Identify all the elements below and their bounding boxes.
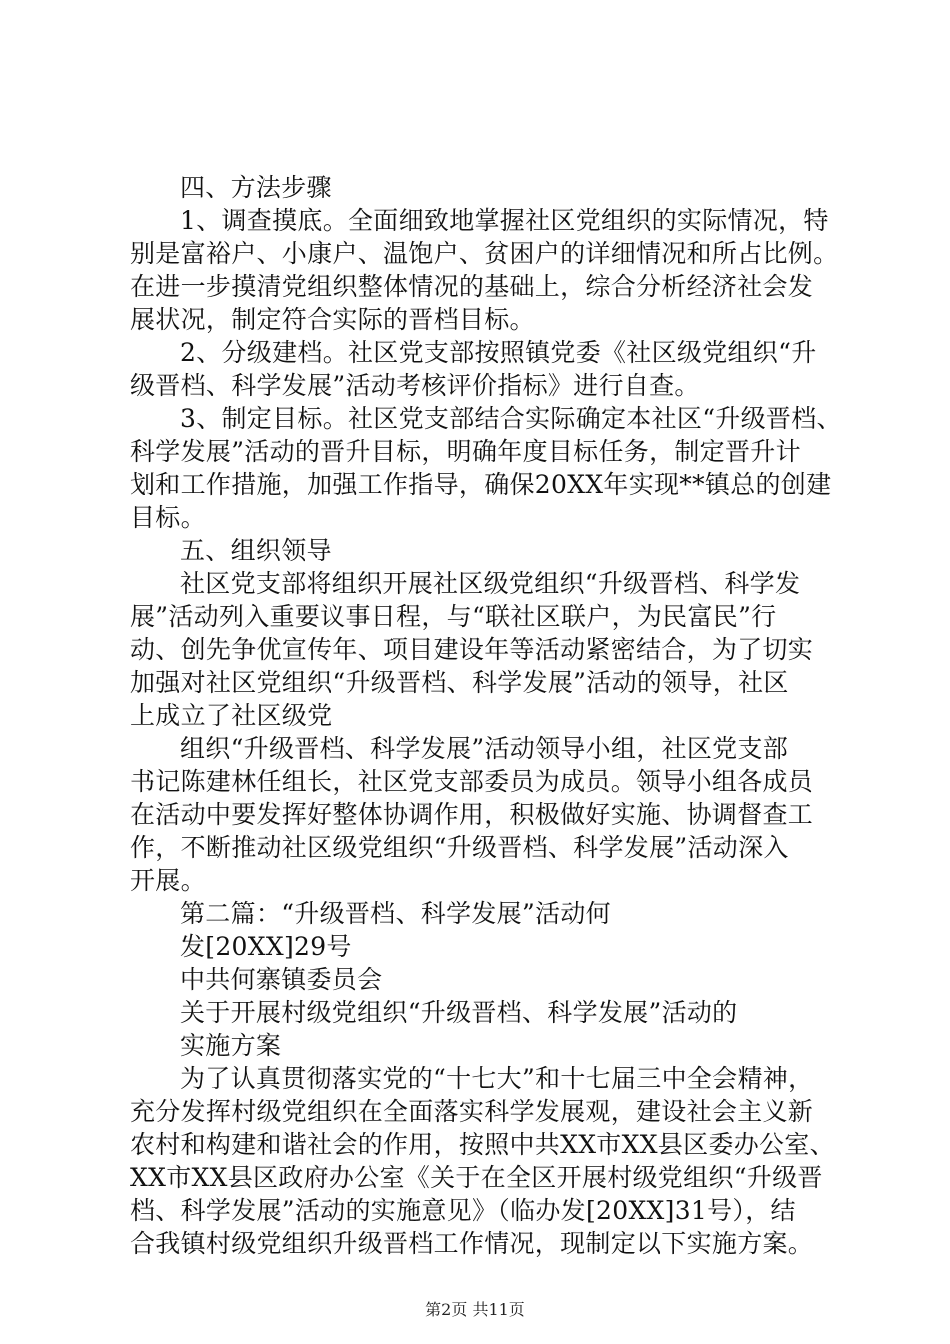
text-line: 中共何寨镇委员会 xyxy=(180,965,383,994)
text-line: 展状况，制定符合实际的晋档目标。 xyxy=(130,305,535,334)
text-line: 书记陈建林任组长，社区党支部委员为成员。领导小组各成员 xyxy=(130,767,814,796)
text-line: 上成立了社区级党 xyxy=(130,701,333,730)
text-line: 档、科学发展”活动的实施意见》（临办发[20XX]31号），结 xyxy=(130,1196,796,1225)
text-line: 目标。 xyxy=(130,503,206,532)
text-line: 展”活动列入重要议事日程，与“联社区联户，为民富民”行 xyxy=(130,602,777,631)
text-line: 农村和构建和谐社会的作用，按照中共XX市XX县区委办公室、 xyxy=(130,1130,835,1159)
text-line: 1、调查摸底。全面细致地掌握社区党组织的实际情况，特 xyxy=(180,206,829,235)
text-line: 在活动中要发挥好整体协调作用，积极做好实施、协调督查工 xyxy=(130,800,814,829)
text-line: 级晋档、科学发展”活动考核评价指标》进行自查。 xyxy=(130,371,700,400)
page-footer: 第2页 共11页 xyxy=(425,1300,525,1319)
text-line: 为了认真贯彻落实党的“十七大”和十七届三中全会精神， xyxy=(180,1064,814,1093)
text-line: 四、方法步骤 xyxy=(180,173,332,202)
text-line: 科学发展”活动的晋升目标，明确年度目标任务，制定晋升计 xyxy=(130,437,801,466)
text-line: 3、制定目标。社区党支部结合实际确定本社区“升级晋档、 xyxy=(180,404,842,433)
text-line: 别是富裕户、小康户、温饱户、贫困户的详细情况和所占比例。 xyxy=(130,239,839,268)
text-line: 发[20XX]29号 xyxy=(180,932,352,961)
text-line: 组织“升级晋档、科学发展”活动领导小组，社区党支部 xyxy=(180,734,789,763)
text-line: 动、创先争优宣传年、项目建设年等活动紧密结合，为了切实 xyxy=(130,635,814,664)
text-line: 2、分级建档。社区党支部按照镇党委《社区级党组织“升 xyxy=(180,338,817,367)
text-line: 五、组织领导 xyxy=(180,536,332,565)
text-line: 充分发挥村级党组织在全面落实科学发展观，建设社会主义新 xyxy=(130,1097,814,1126)
text-line: XX市XX县区政府办公室《关于在全区开展村级党组织“升级晋 xyxy=(130,1163,823,1192)
text-line: 实施方案 xyxy=(180,1031,282,1060)
text-line: 在进一步摸清党组织整体情况的基础上，综合分析经济社会发 xyxy=(130,272,814,301)
text-line: 第二篇：“升级晋档、科学发展”活动何 xyxy=(180,899,611,928)
text-line: 社区党支部将组织开展社区级党组织“升级晋档、科学发 xyxy=(180,569,801,598)
text-line: 开展。 xyxy=(130,866,206,895)
text-line: 加强对社区党组织“升级晋档、科学发展”活动的领导，社区 xyxy=(130,668,789,697)
text-line: 划和工作措施，加强工作指导，确保20XX年实现**镇总的创建 xyxy=(130,470,832,499)
text-line: 合我镇村级党组织升级晋档工作情况，现制定以下实施方案。 xyxy=(130,1229,814,1258)
text-line: 作，不断推动社区级党组织“升级晋档、科学发展”活动深入 xyxy=(130,833,789,862)
text-line: 关于开展村级党组织“升级晋档、科学发展”活动的 xyxy=(180,998,738,1027)
